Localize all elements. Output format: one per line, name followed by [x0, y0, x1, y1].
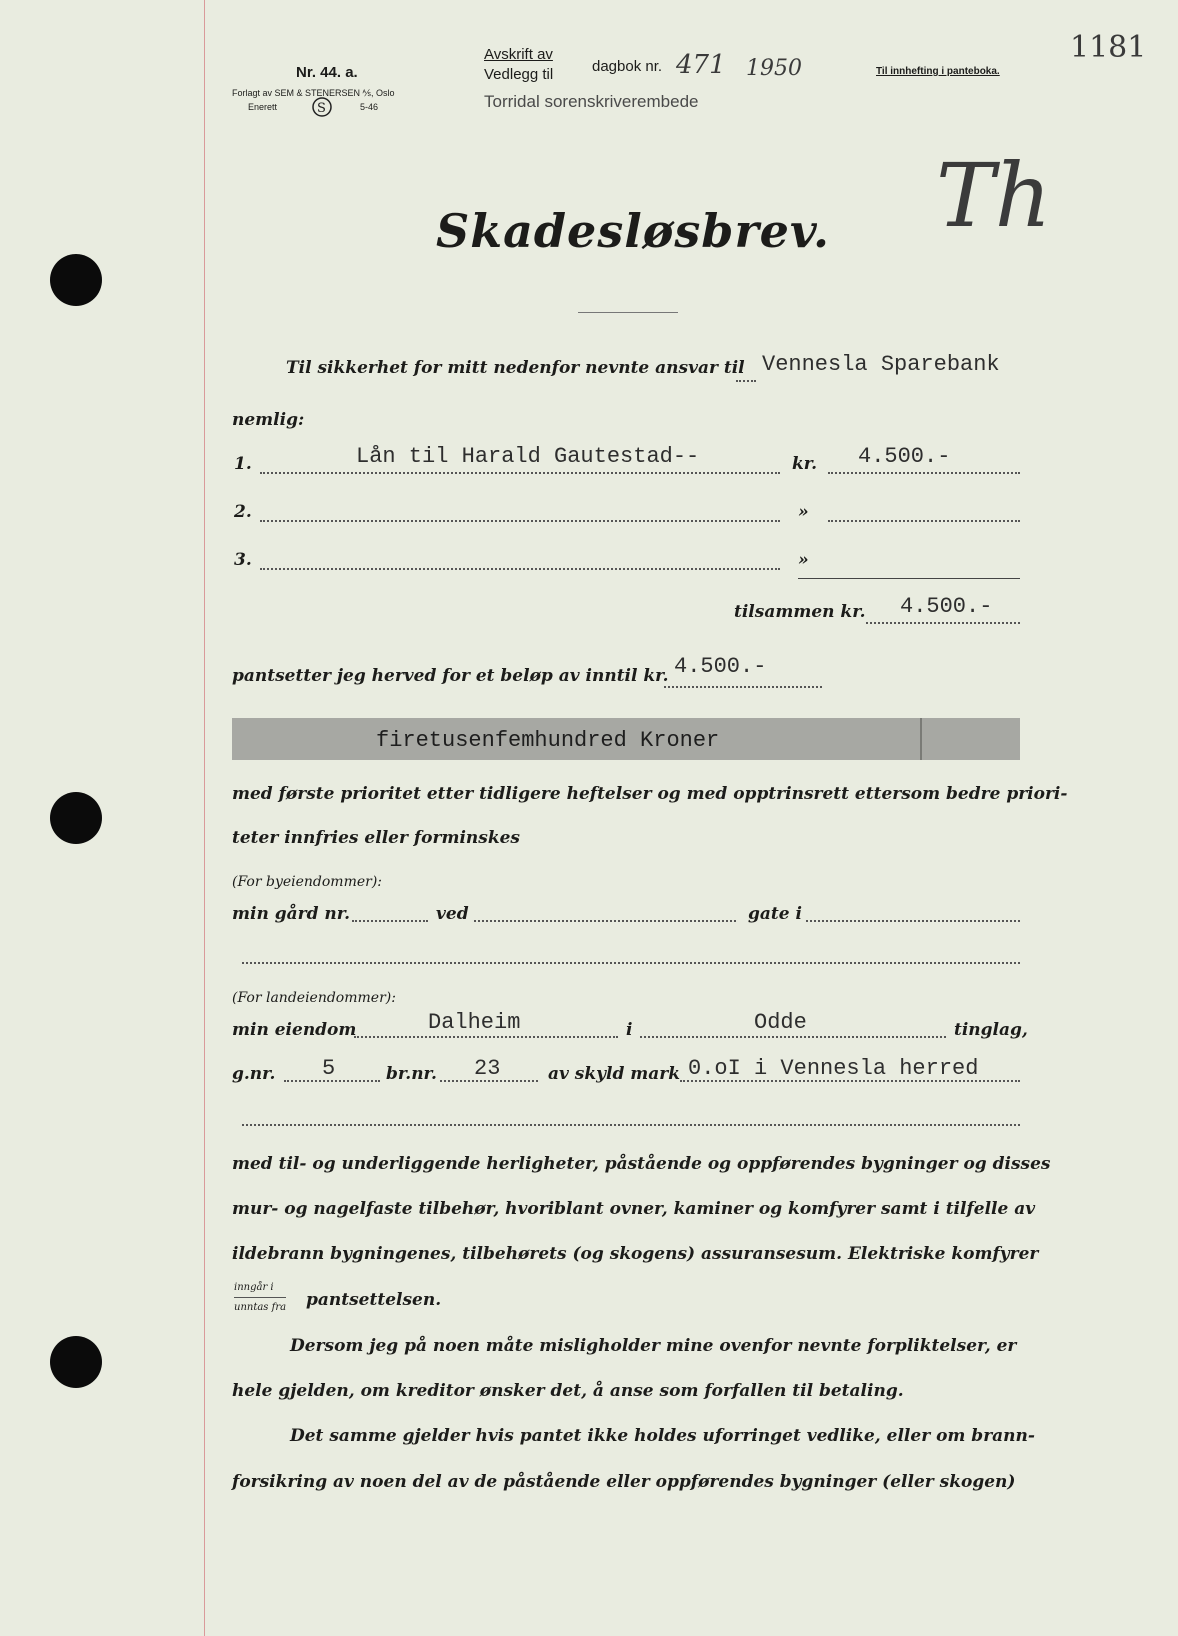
city-extra-dots	[242, 962, 1020, 964]
item-unit: »	[798, 550, 809, 570]
gard-label: min gård nr.	[232, 904, 351, 924]
publisher-line: Forlagt av SEM & STENERSEN ⅍, Oslo	[232, 88, 395, 98]
tinglag-label: tinglag,	[954, 1020, 1028, 1040]
body-line: med til- og underliggende herligheter, påstående og oppførendes bygninger og disses	[232, 1154, 1051, 1174]
publisher-logo	[310, 96, 334, 122]
item-number: 3.	[234, 550, 252, 570]
item-amount-dots	[828, 472, 1020, 474]
pledge-text: pantsetter jeg herved for et beløp av inntil kr.	[232, 666, 669, 686]
priority-line: med første prioritet etter tidligere heftelser og med opptrinsrett ettersom bedre priori-	[232, 784, 1068, 804]
sum-rule	[798, 578, 1020, 579]
page-number: 1181	[1070, 30, 1147, 65]
gnr-value: 5	[322, 1056, 336, 1081]
pledge-amount: 4.500.-	[674, 654, 767, 679]
total-dots	[866, 622, 1020, 624]
creditor-name: Vennesla Sparebank	[762, 352, 1000, 377]
nemlig-label: nemlig:	[232, 410, 305, 430]
title-rule	[578, 312, 678, 313]
punch-hole	[50, 792, 102, 844]
place-dots	[640, 1036, 946, 1038]
form-number: Nr. 44. a.	[296, 64, 358, 81]
avskrift-label: Avskrift av	[484, 46, 553, 63]
item-unit: kr.	[792, 454, 818, 474]
total-amount: 4.500.-	[900, 594, 993, 619]
skyld-value: 0.oI i Vennesla herred	[688, 1056, 979, 1081]
item-dots	[260, 472, 780, 474]
item-number: 2.	[234, 502, 252, 522]
inngar-option: inngår i	[234, 1282, 274, 1293]
rural-header: (For landeiendommer):	[232, 990, 396, 1006]
brnr-label: br.nr.	[386, 1064, 437, 1084]
publisher-enerett: Enerett	[248, 102, 278, 112]
item-number: 1.	[234, 454, 252, 474]
office-stamp: Torridal sorenskriverembede	[484, 92, 699, 111]
item-dots	[260, 520, 780, 522]
priority-line: teter innfries eller forminskes	[232, 828, 520, 848]
ved-label: ved	[436, 904, 469, 924]
item-dots	[260, 568, 780, 570]
pledge-dots	[664, 686, 822, 688]
ved-dots	[474, 920, 736, 922]
body-line: forsikring av noen del av de påstående eller oppførendes bygninger (eller skogen)	[232, 1472, 1016, 1492]
property-name: Dalheim	[428, 1010, 521, 1035]
document-title: Skadesløsbrev.	[436, 204, 831, 258]
eiendom-label: min eiendom	[232, 1020, 357, 1040]
creditor-dots	[736, 380, 756, 382]
body-line: ildebrann bygningenes, tilbehørets (og skogens) assuransesum. Elektriske komfyrer	[232, 1244, 1039, 1264]
unntas-option: unntas fra	[234, 1302, 287, 1313]
publisher-date: 5-46	[360, 102, 379, 112]
band-divider	[920, 718, 922, 760]
amount-in-words: firetusenfemhundred Kroner	[376, 728, 720, 753]
eiendom-dots	[354, 1036, 618, 1038]
handwritten-initials: Th	[936, 144, 1052, 247]
brnr-value: 23	[474, 1056, 501, 1081]
svg-text:S: S	[317, 101, 326, 116]
vedlegg-label: Vedlegg til	[484, 66, 554, 83]
body-line: hele gjelden, om kreditor ønsker det, å anse som forfallen til betaling.	[232, 1381, 904, 1401]
body-line: mur- og nagelfaste tilbehør, hvoriblant ovner, kaminer og komfyrer samt i tilfelle av	[232, 1199, 1036, 1219]
dagbok-label: dagbok nr.	[592, 58, 663, 75]
rural-extra-dots	[242, 1124, 1020, 1126]
item-unit: »	[798, 502, 809, 522]
dagbok-year: 1950	[746, 56, 802, 81]
item-amount: 4.500.-	[858, 444, 951, 469]
body-line: Dersom jeg på noen måte misligholder mine ovenfor nevnte forpliktelser, er	[290, 1336, 1017, 1356]
option-rule	[234, 1297, 286, 1298]
place-name: Odde	[754, 1010, 807, 1035]
gnr-label: g.nr.	[232, 1064, 276, 1084]
intro-text: Til sikkerhet for mitt nedenfor nevnte ansvar til	[286, 358, 745, 378]
gate-dots	[806, 920, 1020, 922]
gard-dots	[352, 920, 428, 922]
gate-label: gate i	[748, 904, 802, 924]
body-line: Det samme gjelder hvis pantet ikke holdes uforringet vedlike, eller om brann-	[290, 1426, 1035, 1446]
city-header: (For byeiendommer):	[232, 874, 383, 890]
punch-hole	[50, 254, 102, 306]
i-label: i	[626, 1020, 633, 1040]
innhefting-note: Til innhefting i panteboka.	[876, 66, 1000, 77]
item-amount-dots	[828, 520, 1020, 522]
margin-rule	[204, 0, 205, 1636]
item-description: Lån til Harald Gautestad--	[356, 444, 700, 469]
punch-hole	[50, 1336, 102, 1388]
body-line: pantsettelsen.	[306, 1290, 442, 1310]
total-label: tilsammen kr.	[734, 602, 866, 622]
dagbok-number: 471	[676, 50, 726, 80]
skyld-label: av skyld mark	[548, 1064, 681, 1084]
